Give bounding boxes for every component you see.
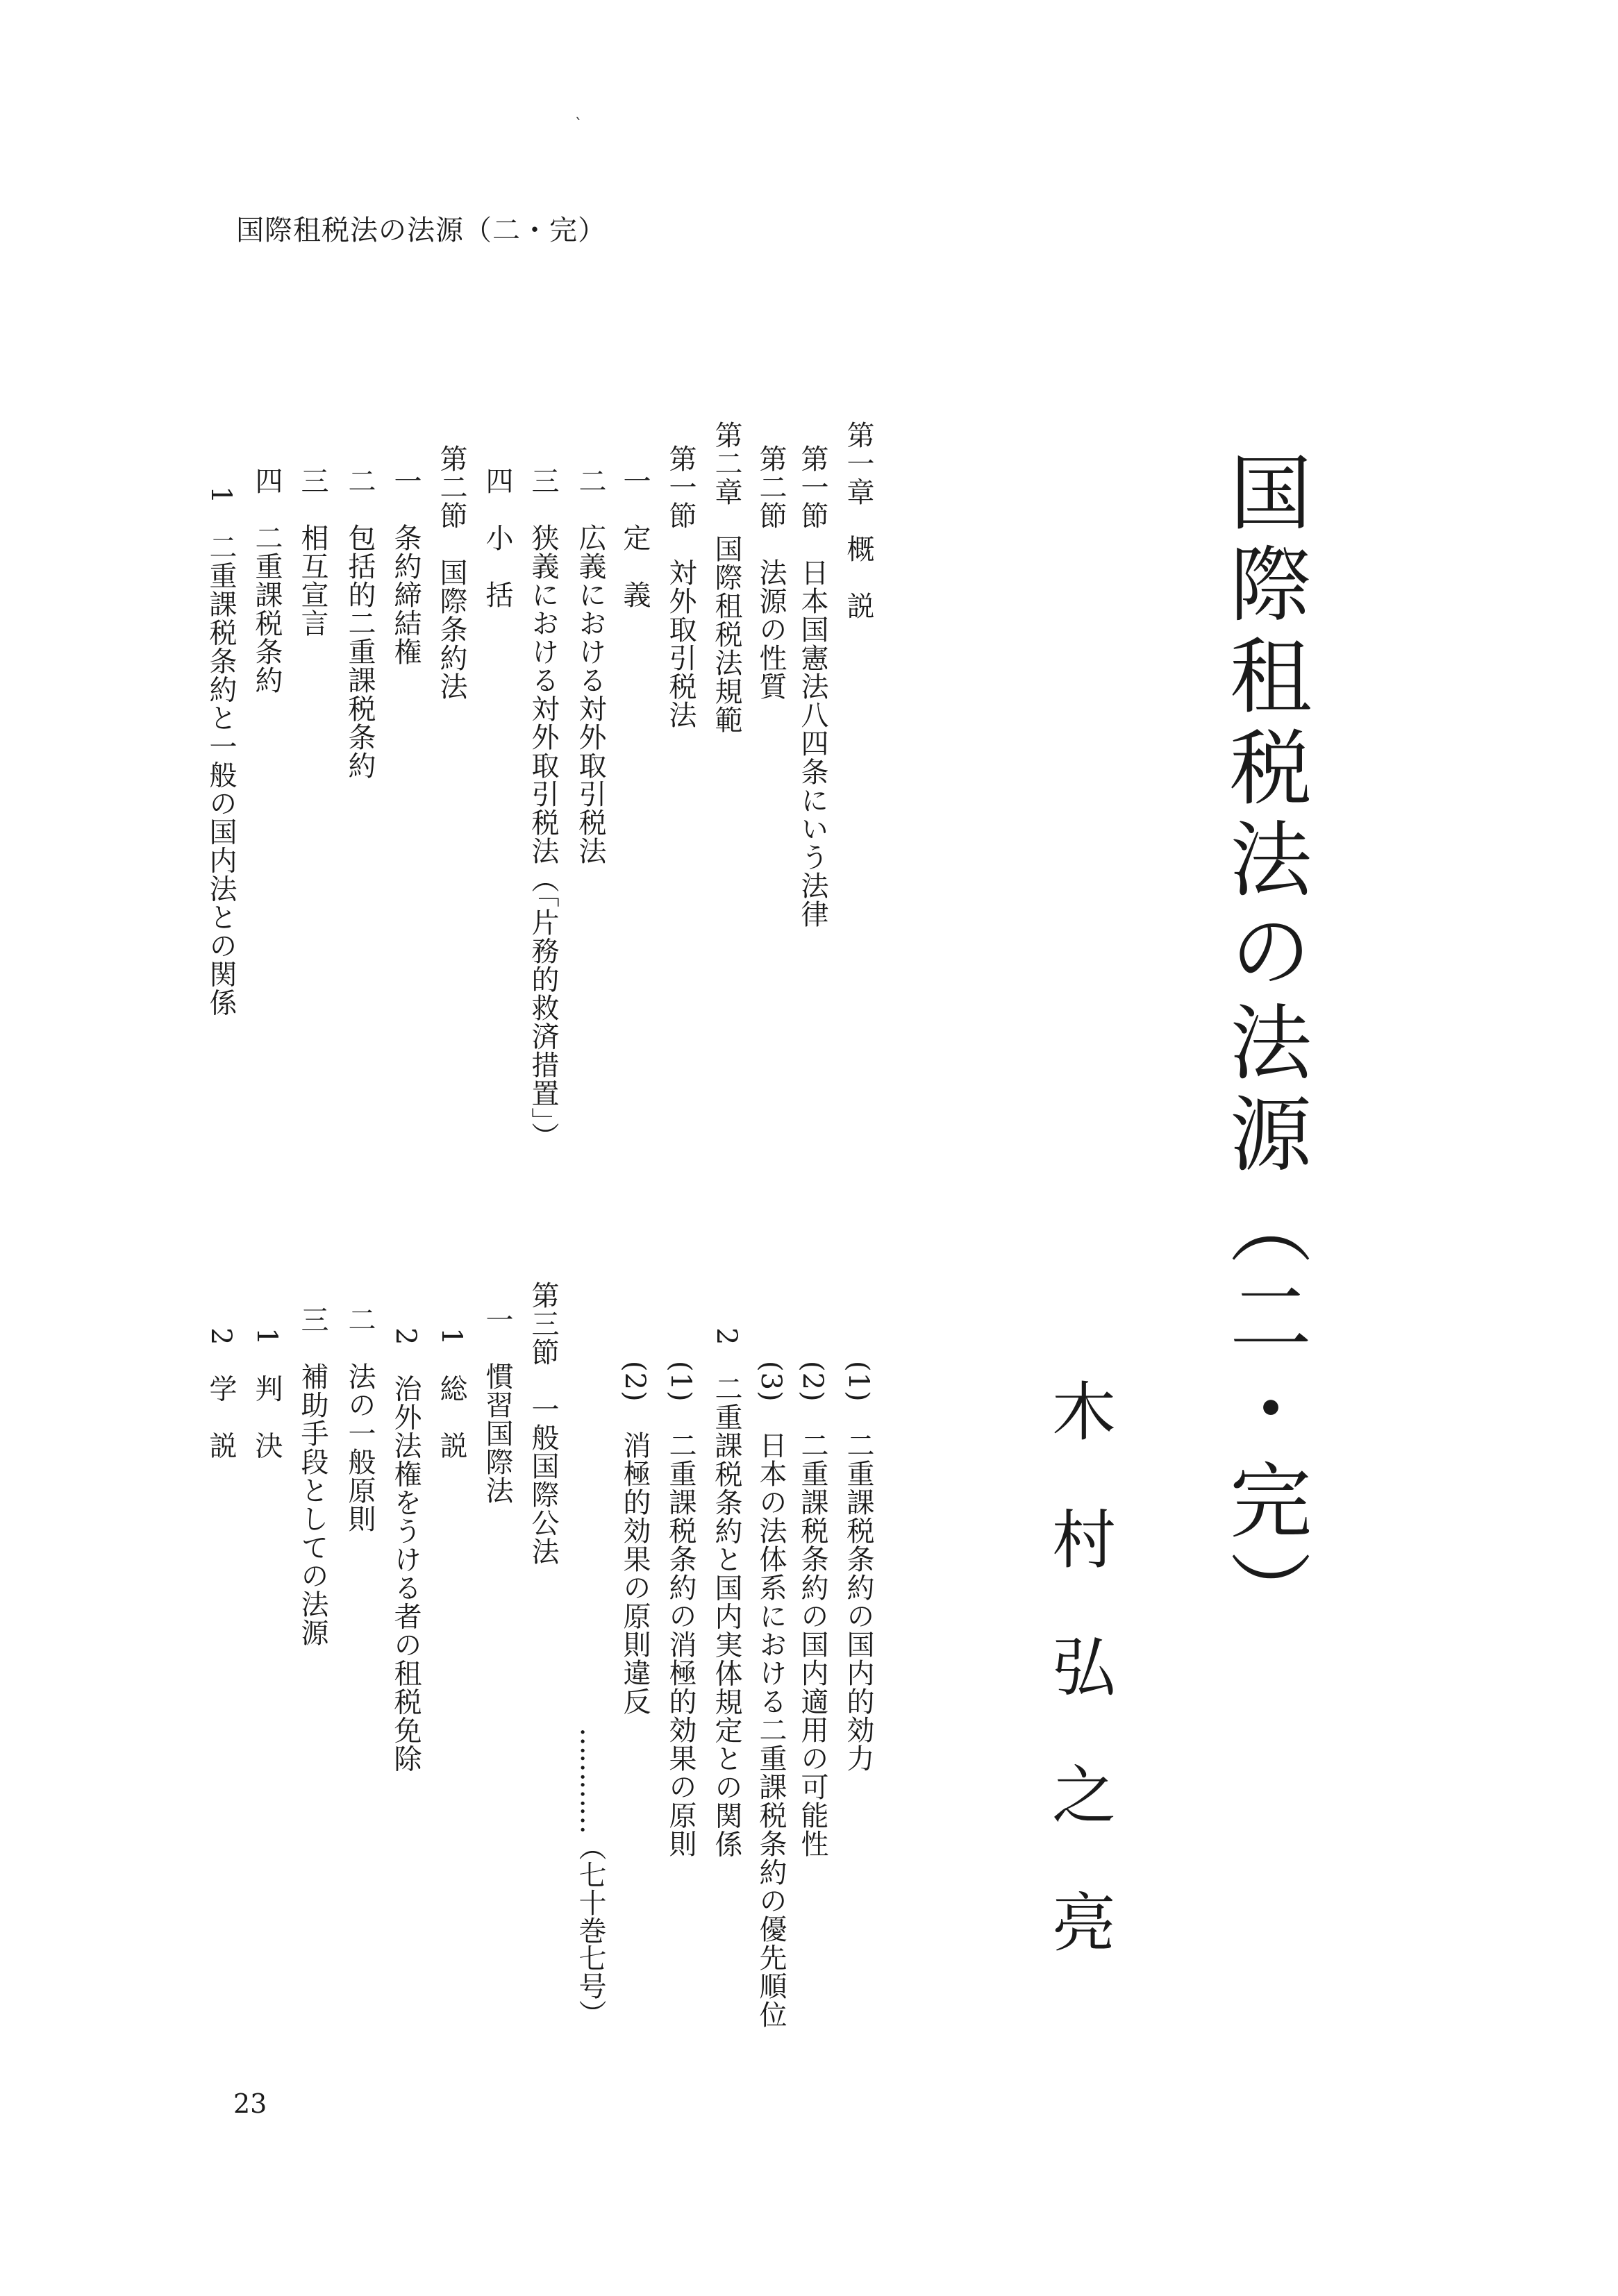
toc-entry-upper-14: [246, 467, 287, 694]
toc-entry-text: 2 治外法権をうける者の租税免除: [390, 1327, 422, 1773]
scan-mark: `: [575, 117, 583, 134]
previous-issue-reference: [569, 1727, 611, 2027]
toc-entry-text: 二 広義における対外取引税法: [574, 467, 606, 865]
toc-entry-text: 第一章 概 説: [842, 421, 874, 620]
toc-entry-lower-14: [200, 1327, 242, 1459]
toc-entry-text: 一 条約締結権: [390, 467, 422, 666]
toc-entry-lower-9: [431, 1327, 472, 1459]
author-name: 木村弘之亮: [1042, 1378, 1116, 2017]
toc-entry-text: 一 定 義: [619, 467, 651, 609]
toc-entry-upper-13: [292, 467, 333, 637]
toc-entry-text: (1) 二重課税条約の国内的効力: [842, 1361, 874, 1773]
toc-entry-text: 二 法の一般原則: [344, 1305, 376, 1533]
toc-entry-text: 2 二重課税条約と国内実体規定との関係: [710, 1327, 742, 1859]
toc-entry-upper-11: [385, 467, 426, 666]
toc-entry-upper-10: [431, 444, 472, 701]
toc-entry-lower-5: [660, 1361, 701, 1858]
toc-entry-lower-13: [246, 1327, 287, 1459]
toc-entry-text: 第二節 法源の性質: [755, 444, 787, 701]
toc-entry-upper-15: [200, 486, 242, 1016]
toc-entry-lower-6: [614, 1361, 656, 1716]
toc-entry-lower-8: [476, 1305, 518, 1505]
toc-entry-lower-2: [792, 1361, 833, 1858]
toc-entry-text: 三 狭義における対外取引税法（「片務的救済措置」）: [527, 467, 559, 1150]
toc-entry-upper-1: [837, 421, 879, 620]
toc-entry-text: 第三節 一般国際公法: [527, 1281, 559, 1566]
toc-entry-text: (3) 日本の法体系における二重課税条約の優先順位: [755, 1361, 787, 2029]
toc-entry-upper-4: [706, 421, 747, 734]
toc-entry-text: 四 二重課税条約: [251, 467, 283, 694]
toc-entry-text: 四 小 括: [481, 467, 513, 609]
toc-entry-text: (2) 消極的効果の原則違反: [619, 1361, 651, 1716]
page-number: 23: [233, 2088, 267, 2119]
running-header: 国際租税法の法源（二・完）: [236, 215, 606, 246]
article-title: 国際租税法の法源（二・完）: [1216, 450, 1312, 1641]
toc-entry-text: 1 判 決: [251, 1327, 283, 1460]
toc-entry-lower-7: [522, 1281, 564, 1566]
toc-entry-text: 第二節 国際条約法: [435, 444, 467, 701]
toc-entry-lower-11: [339, 1305, 381, 1533]
toc-entry-lower-10: [385, 1327, 426, 1773]
toc-entry-upper-8: [522, 467, 564, 1150]
toc-entry-upper-6: [614, 467, 656, 609]
toc-entry-text: 二 包括的二重課税条約: [344, 467, 376, 780]
toc-entry-lower-12: [292, 1305, 333, 1647]
toc-entry-text: 第一節 対外取引税法: [665, 444, 697, 729]
toc-entry-lower-3: [750, 1361, 792, 2029]
toc-entry-text: 第一節 日本国憲法八四条にいう法律: [797, 444, 828, 928]
leader-dots: …………: [574, 1727, 606, 1833]
toc-entry-text: 1 二重課税条約と一般の国内法との関係: [205, 486, 237, 1017]
toc-entry-text: 三 補助手段としての法源: [297, 1305, 328, 1647]
toc-entry-upper-3: [750, 444, 792, 701]
toc-entry-upper-12: [339, 467, 381, 780]
toc-entry-lower-4: [706, 1327, 747, 1858]
toc-entry-text: (2) 二重課税条約の国内適用の可能性: [797, 1361, 828, 1858]
previous-issue-label: （七十巻七号）: [574, 1833, 606, 2027]
toc-entry-text: 1 総 説: [435, 1327, 467, 1460]
toc-entry-upper-9: [476, 467, 518, 609]
toc-entry-text: 三 相互宣言: [297, 467, 328, 637]
toc-entry-upper-2: [792, 444, 833, 928]
toc-entry-text: (1) 二重課税条約の消極的効果の原則: [665, 1361, 697, 1858]
toc-entry-text: 第二章 国際租税法規範: [710, 421, 742, 734]
toc-entry-text: 一 慣習国際法: [481, 1305, 513, 1505]
toc-entry-upper-5: [660, 444, 701, 729]
toc-entry-upper-7: [569, 467, 611, 865]
toc-entry-text: 2 学 説: [205, 1327, 237, 1460]
toc-entry-lower-1: [837, 1361, 879, 1773]
